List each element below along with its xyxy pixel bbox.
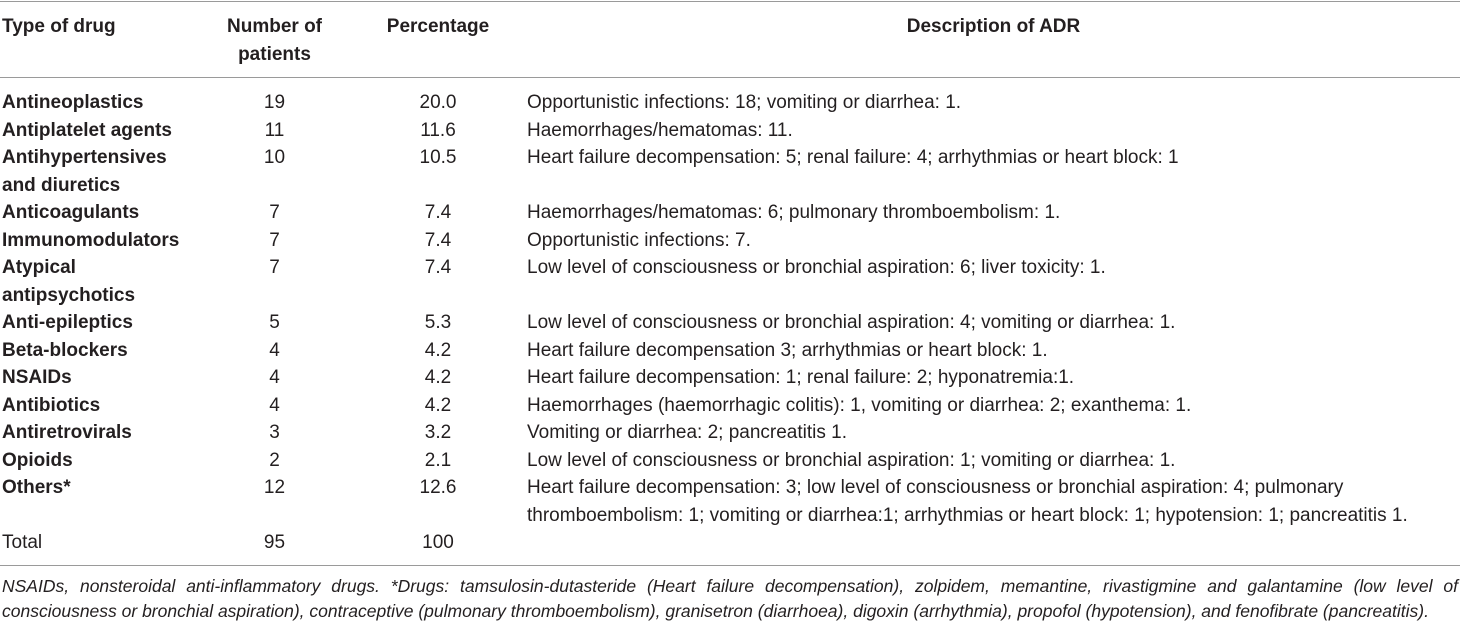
patient-count-cell: 4	[269, 394, 280, 416]
patient-count-cell: 7	[269, 202, 280, 223]
drug-type-cell: Antibiotics	[2, 394, 101, 416]
footnote-line-2: consciousness or bronchial aspiration), contraceptive (pulmonary thromboembolism), granisetron (diarrhoea), digoxin (arrhythmia), propofol (hypotension), and fenofibrate (pancreatitis).	[2, 601, 1429, 621]
patient-count-cell: 19	[263, 92, 286, 113]
total-description-cell	[527, 529, 1460, 566]
percentage-cell: 20.0	[419, 92, 457, 113]
header-type-of-drug: Type of drug	[0, 2, 200, 78]
adr-description-cell: Haemorrhages (haemorrhagic colitis): 1, vomiting or diarrhea: 2; exanthema: 1.	[527, 394, 1192, 416]
patient-count-cell: 4	[269, 367, 280, 388]
percentage-cell: 7.4	[424, 202, 452, 223]
percentage-cell: 7.4	[424, 257, 452, 278]
patient-count-cell: 3	[269, 422, 280, 443]
adr-description-cell: Heart failure decompensation: 1; renal failure: 2; hyponatremia:1.	[527, 367, 1075, 388]
drug-type-cell: Immunomodulators	[2, 229, 180, 251]
adr-description-cell: Opportunistic infections: 7.	[527, 229, 751, 251]
total-percentage-cell: 100	[349, 529, 527, 566]
drug-type-cell: Antiplatelet agents	[2, 119, 172, 141]
header-number-of-patients: Number of patients	[200, 2, 349, 78]
drug-type-cell: Others*	[2, 477, 71, 498]
percentage-cell: 3.2	[424, 422, 452, 443]
adr-drug-table	[0, 1, 1460, 566]
total-label-cell: Total	[0, 529, 200, 566]
drug-type-cell: Antineoplastics	[2, 92, 144, 113]
patient-count-cell: 10	[263, 147, 286, 168]
drug-type-cell: Opioids	[2, 449, 73, 471]
table-row	[0, 78, 1460, 117]
percentage-cell: 7.4	[424, 229, 452, 251]
drug-type-cell: NSAIDs	[2, 367, 72, 388]
drug-type-cell: Antiretrovirals	[2, 422, 132, 443]
patient-count-cell: 5	[269, 312, 280, 333]
percentage-cell: 12.6	[419, 477, 457, 498]
table-row	[0, 337, 1460, 365]
table-row	[0, 227, 1460, 255]
table-row	[0, 419, 1460, 447]
adr-description-cell: Opportunistic infections: 18; vomiting or diarrhea: 1.	[527, 92, 962, 113]
adr-description-cell: Heart failure decompensation 3; arrhythmias or heart block: 1.	[527, 339, 1048, 361]
percentage-cell: 11.6	[420, 119, 456, 141]
adr-description-cell: Low level of consciousness or bronchial aspiration: 1; vomiting or diarrhea: 1.	[527, 449, 1176, 471]
percentage-cell: 4.2	[424, 367, 452, 388]
patient-count-cell: 7	[269, 257, 280, 278]
footnote-line-1: NSAIDs, nonsteroidal anti-inflammatory drugs. *Drugs: tamsulosin-dutasteride (Heart failure decompensation), zolpidem, memantine, rivastigmine and galantamine (low level of	[2, 576, 1458, 596]
table-row	[0, 254, 1460, 309]
percentage-cell: 5.3	[424, 312, 452, 333]
percentage-cell: 10.5	[419, 147, 457, 168]
header-row	[0, 2, 1460, 78]
patient-count-cell: 12	[263, 477, 286, 498]
header-description-of-adr: Description of ADR	[527, 2, 1460, 78]
adr-description-cell: Vomiting or diarrhea: 2; pancreatitis 1.	[527, 422, 848, 443]
patient-count-cell: 2	[269, 449, 280, 471]
drug-type-cell: Anti-epileptics	[2, 312, 133, 333]
patient-count-cell: 7	[269, 229, 280, 251]
percentage-cell: 2.1	[424, 449, 452, 471]
table-row	[0, 117, 1460, 145]
adr-description-cell: Heart failure decompensation: 3; low level of consciousness or bronchial aspiration: 4; pulmonary thromboembolism: 1; vomiting or diarrhea:1; arrhythmias or heart block: 1; hypotension: 1; pancreatitis 1.	[527, 477, 1408, 526]
table-footnote	[2, 566, 1458, 622]
drug-type-cell: Beta-blockers	[2, 339, 128, 361]
table-row	[0, 364, 1460, 392]
table-row	[0, 392, 1460, 420]
adr-description-cell: Low level of consciousness or bronchial aspiration: 4; vomiting or diarrhea: 1.	[527, 312, 1176, 333]
table-row	[0, 309, 1460, 337]
adr-description-cell: Haemorrhages/hematomas: 11.	[527, 119, 793, 141]
drug-type-cell: Atypical antipsychotics	[2, 257, 136, 306]
total-row	[0, 529, 1460, 566]
table-row	[0, 447, 1460, 475]
adr-description-cell: Low level of consciousness or bronchial aspiration: 6; liver toxicity: 1.	[527, 257, 1106, 278]
patient-count-cell: 11	[264, 119, 285, 141]
percentage-cell: 4.2	[424, 394, 452, 416]
total-patient-count-cell: 95	[200, 529, 349, 566]
drug-type-cell: Antihypertensives and diuretics	[2, 147, 167, 196]
table-row	[0, 144, 1460, 199]
drug-type-cell: Anticoagulants	[2, 202, 140, 223]
patient-count-cell: 4	[269, 339, 280, 361]
adr-description-cell: Haemorrhages/hematomas: 6; pulmonary thromboembolism: 1.	[527, 202, 1061, 223]
table-row	[0, 474, 1460, 529]
percentage-cell: 4.2	[424, 339, 452, 361]
header-percentage: Percentage	[349, 2, 527, 78]
adr-description-cell: Heart failure decompensation: 5; renal failure: 4; arrhythmias or heart block: 1	[527, 147, 1179, 168]
table-row	[0, 199, 1460, 227]
